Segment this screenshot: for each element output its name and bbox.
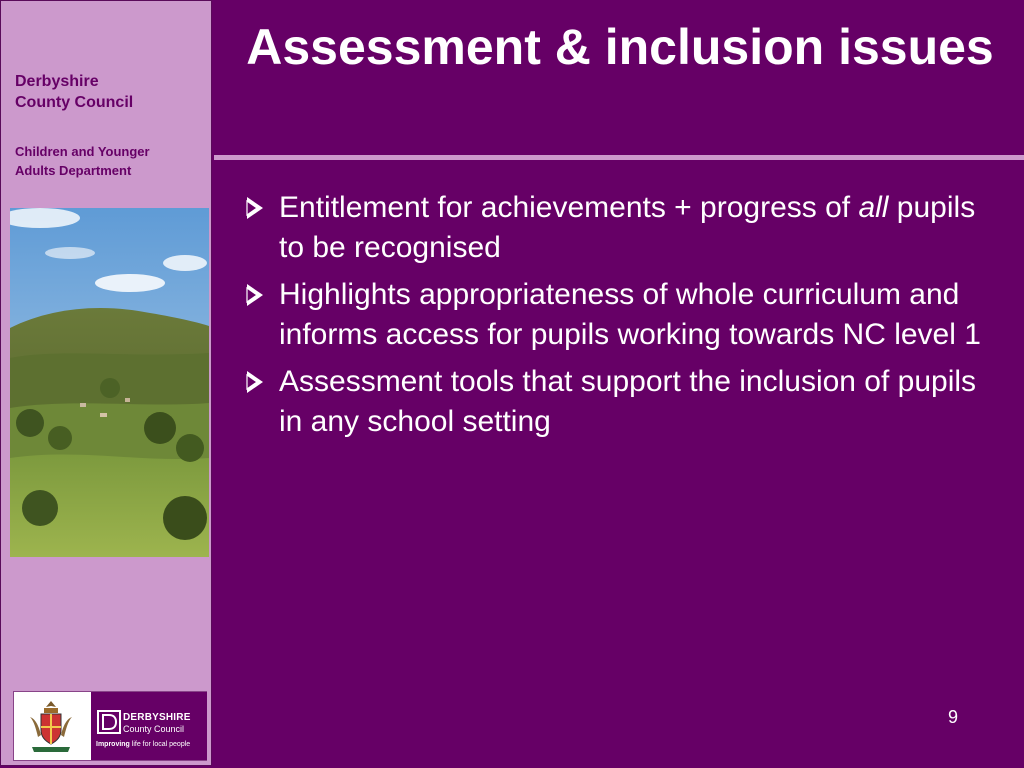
arrow-bullet-icon [244, 362, 266, 402]
derbyshire-brand-logo [91, 692, 207, 760]
department-name: Children and Younger Adults Department [15, 144, 150, 178]
sidebar [0, 0, 212, 766]
bullet-text: Entitlement for achievements + progress of [279, 191, 859, 224]
derbyshire-d-icon [97, 710, 121, 734]
brand-tagline-rest: life for local people [129, 741, 191, 748]
org-name: Derbyshire County Council [15, 73, 134, 111]
bullet-italic-text: all [858, 191, 889, 224]
arrow-bullet-icon [244, 275, 266, 315]
arrow-bullet-icon [244, 188, 266, 228]
brand-subtitle: County Council [123, 724, 185, 734]
brand-name: DERBYSHIRE [123, 712, 191, 723]
bullet-item [246, 188, 1006, 268]
coat-of-arms-icon [22, 697, 80, 755]
page-number: 9 [948, 707, 959, 727]
landscape-photo [10, 208, 209, 557]
bullet-list [246, 188, 1006, 449]
slide-title: Assessment & inclusion issues [246, 19, 994, 75]
bullet-text: pupils to be recognised [279, 191, 976, 264]
bullet-text: Assessment tools that support the inclusion of pupils in any school setting [279, 365, 977, 438]
brand-tagline-bold: Improving [96, 741, 130, 748]
brand-tagline [96, 740, 190, 749]
bullet-text: Highlights appropriateness of whole curriculum and informs access for pupils working towards NC level 1 [279, 278, 981, 351]
title-divider [214, 155, 1024, 160]
bullet-item [246, 275, 1006, 355]
logo-box [13, 691, 207, 761]
bullet-item [246, 362, 1006, 442]
